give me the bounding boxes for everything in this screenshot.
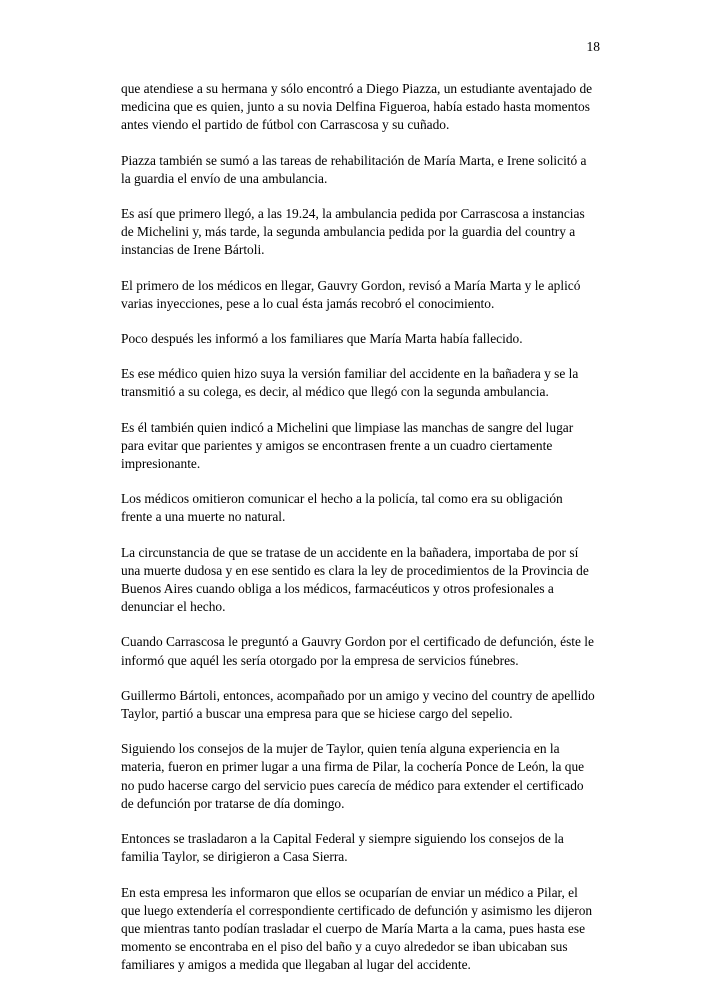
- text-line: En esta empresa les informaron que ellos se ocuparían de enviar un médico a Pilar, el: [121, 884, 578, 900]
- paragraph: [121, 365, 611, 401]
- text-line: de Michelini y, más tarde, la segunda ambulancia pedida por la guardia del country a: [121, 224, 576, 240]
- text-line: familiares y amigos a medida que llegaban al lugar del accidente.: [121, 957, 471, 973]
- text-line: momento se encontraba en el piso del baño y a cuyo alrededor se iban ubicaban sus: [121, 939, 568, 955]
- text-line: Cuando Carrascosa le preguntó a Gauvry Gordon por el certificado de defunción, éste le: [121, 634, 594, 650]
- text-line: Es él también quien indicó a Michelini que limpiase las manchas de sangre del lugar: [121, 419, 574, 435]
- text-line: familia Taylor, se dirigieron a Casa Sierra.: [121, 849, 348, 865]
- text-line: transmitió a su colega, es decir, al médico que llegó con la segunda ambulancia.: [121, 384, 549, 400]
- text-line: Buenos Aires cuando obliga a los médicos, farmacéuticos y otros profesionales a: [121, 581, 554, 597]
- text-line: que mientras tanto podían trasladar el cuerpo de María Marta a la cama, pues hasta ese: [121, 920, 586, 936]
- text-line: la guardia el envío de una ambulancia.: [121, 170, 328, 186]
- paragraph: [121, 419, 611, 474]
- text-line: no pudo hacerse cargo del servicio pues carecía de médico para extender el certificado: [121, 777, 584, 793]
- text-line: Los médicos omitieron comunicar el hecho a la policía, tal como era su obligación: [121, 491, 563, 507]
- paragraph: [121, 830, 611, 866]
- paragraph: [121, 490, 611, 526]
- document-body: [121, 80, 611, 992]
- text-line: Es ese médico quien hizo suya la versión familiar del accidente en la bañadera y se la: [121, 366, 579, 382]
- text-line: materia, fueron en primer lugar a una firma de Pilar, la cochería Ponce de León, la que: [121, 759, 585, 775]
- text-line: impresionante.: [121, 456, 201, 472]
- text-line: antes viendo el partido de fútbol con Carrascosa y su cuñado.: [121, 117, 450, 133]
- paragraph: [121, 633, 611, 669]
- paragraph: [121, 544, 611, 617]
- text-line: una muerte dudosa y en ese sentido es clara la ley de procedimientos de la Provincia de: [121, 562, 589, 578]
- paragraph: [121, 205, 611, 260]
- text-line: Guillermo Bártoli, entonces, acompañado por un amigo y vecino del country de apellido: [121, 687, 595, 703]
- paragraph: [121, 687, 611, 723]
- text-line: que luego extendería el correspondiente certificado de defunción y asimismo les dijeron: [121, 902, 593, 918]
- page-number: 18: [586, 39, 600, 54]
- text-line: Taylor, partió a buscar una empresa para que se hiciese cargo del sepelio.: [121, 706, 513, 722]
- text-line: de defunción por tratarse de día domingo.: [121, 795, 345, 811]
- text-line: denunciar el hecho.: [121, 599, 226, 615]
- text-line: que atendiese a su hermana y sólo encontró a Diego Piazza, un estudiante aventajado de: [121, 81, 593, 96]
- text-line: frente a una muerte no natural.: [121, 509, 286, 525]
- text-line: varias inyecciones, pese a lo cual ésta jamás recobró el conocimiento.: [121, 295, 495, 311]
- text-line: informó que aquél les sería otorgado por la empresa de servicios fúnebres.: [121, 652, 519, 668]
- paragraph: [121, 884, 611, 975]
- text-line: instancias de Irene Bártoli.: [121, 242, 265, 258]
- paragraph: [121, 330, 611, 348]
- paragraph: [121, 277, 611, 313]
- paragraph: [121, 80, 611, 135]
- text-line: para evitar que parientes y amigos se encontrasen frente a un cuadro ciertamente: [121, 437, 553, 453]
- paragraph: [121, 740, 611, 813]
- text-line: Entonces se trasladaron a la Capital Federal y siempre siguiendo los consejos de la: [121, 831, 564, 847]
- text-line: Poco después les informó a los familiares que María Marta había fallecido.: [121, 331, 523, 347]
- paragraph: [121, 152, 611, 188]
- text-line: Es así que primero llegó, a las 19.24, la ambulancia pedida por Carrascosa a instancias: [121, 206, 585, 222]
- text-line: Piazza también se sumó a las tareas de rehabilitación de María Marta, e Irene solicitó a: [121, 152, 587, 168]
- text-line: medicina que es quien, junto a su novia Delfina Figueroa, había estado hasta momentos: [121, 99, 590, 115]
- text-line: La circunstancia de que se tratase de un accidente en la bañadera, importaba de por sí: [121, 544, 579, 560]
- text-line: El primero de los médicos en llegar, Gauvry Gordon, revisó a María Marta y le aplicó: [121, 277, 581, 293]
- text-line: Siguiendo los consejos de la mujer de Taylor, quien tenía alguna experiencia en la: [121, 741, 560, 757]
